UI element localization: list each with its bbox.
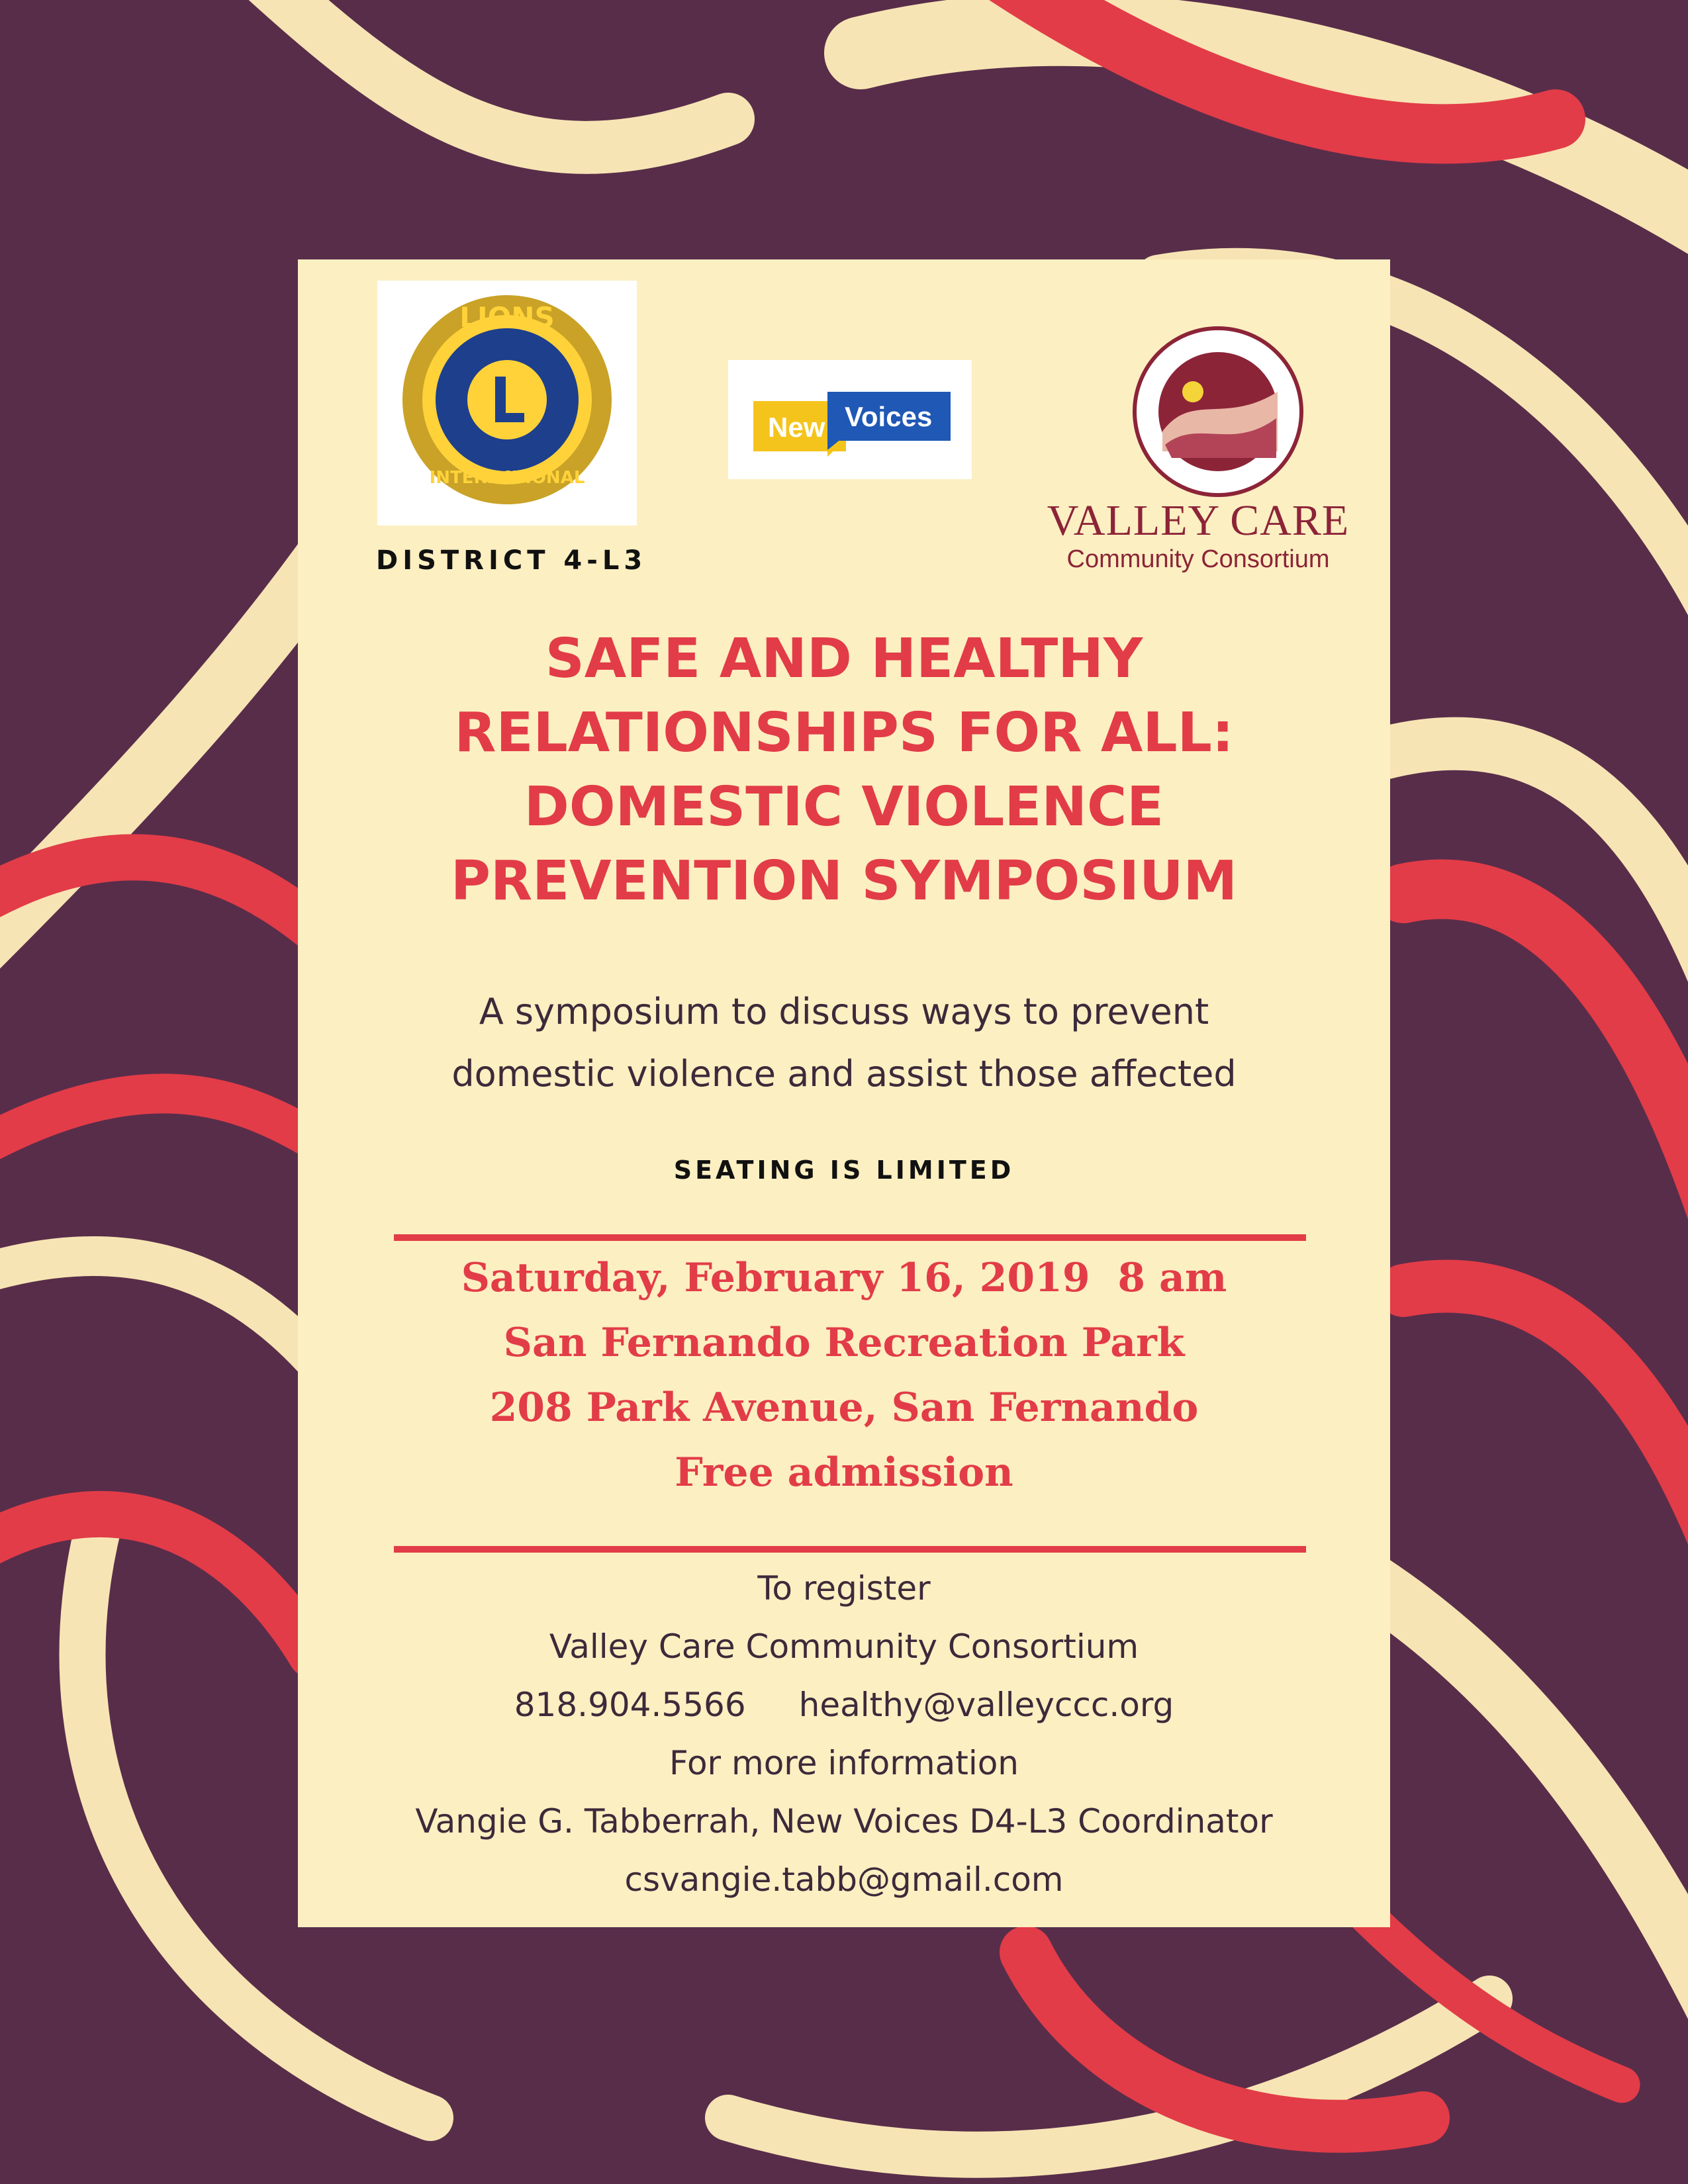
event-title [324,622,1364,919]
event-date-time: Saturday, February 16, 2019 8 am [461,1255,1227,1301]
lions-logo-box [377,281,637,525]
event-venue: San Fernando Recreation Park [503,1320,1185,1366]
svg-text:LIONS: LIONS [459,301,555,334]
description-line-2: domestic violence and assist those affected [451,1053,1237,1095]
title-line-2: RELATIONSHIPS FOR ALL: [454,702,1234,764]
new-voices-speech-bubbles-icon [728,360,972,479]
valley-care-name: VALLEY CARE [1047,496,1350,545]
seating-notice: SEATING IS LIMITED [673,1156,1015,1185]
register-contact-line [324,1676,1364,1734]
contact-info [324,1559,1364,1909]
lions-international-logo-icon [377,281,637,525]
event-address: 208 Park Avenue, San Fernando [489,1385,1199,1431]
event-admission: Free admission [675,1449,1013,1496]
title-line-4: PREVENTION SYMPOSIUM [450,850,1238,913]
coordinator-name: Vangie G. Tabberrah, New Voices D4-L3 Coordinator [415,1802,1273,1841]
register-label: To register [757,1569,931,1608]
register-phone[interactable]: 818.904.5566 [514,1686,746,1724]
svg-text:INTERNATIONAL: INTERNATIONAL [429,468,585,488]
svg-text:Voices: Voices [845,401,933,432]
event-details [324,1246,1364,1505]
event-description [338,981,1350,1105]
register-email[interactable]: healthy@valleyccc.org [798,1686,1174,1724]
divider-top [394,1234,1306,1241]
divider-bottom [394,1546,1306,1553]
title-line-1: SAFE AND HEALTHY [545,627,1143,690]
valleys-united-seal-icon [1099,319,1337,498]
flyer-card [298,259,1390,1927]
district-label: DISTRICT 4-L3 [376,545,647,576]
register-org: Valley Care Community Consortium [549,1627,1139,1666]
svg-text:New: New [768,412,825,443]
new-voices-logo [728,360,972,479]
title-line-3: DOMESTIC VIOLENCE [524,776,1164,839]
coordinator-email[interactable]: csvangie.tabb@gmail.com [624,1860,1064,1899]
valley-care-subtitle: Community Consortium [1066,545,1330,573]
info-label: For more information [669,1744,1019,1782]
description-line-1: A symposium to discuss ways to prevent [479,991,1209,1032]
